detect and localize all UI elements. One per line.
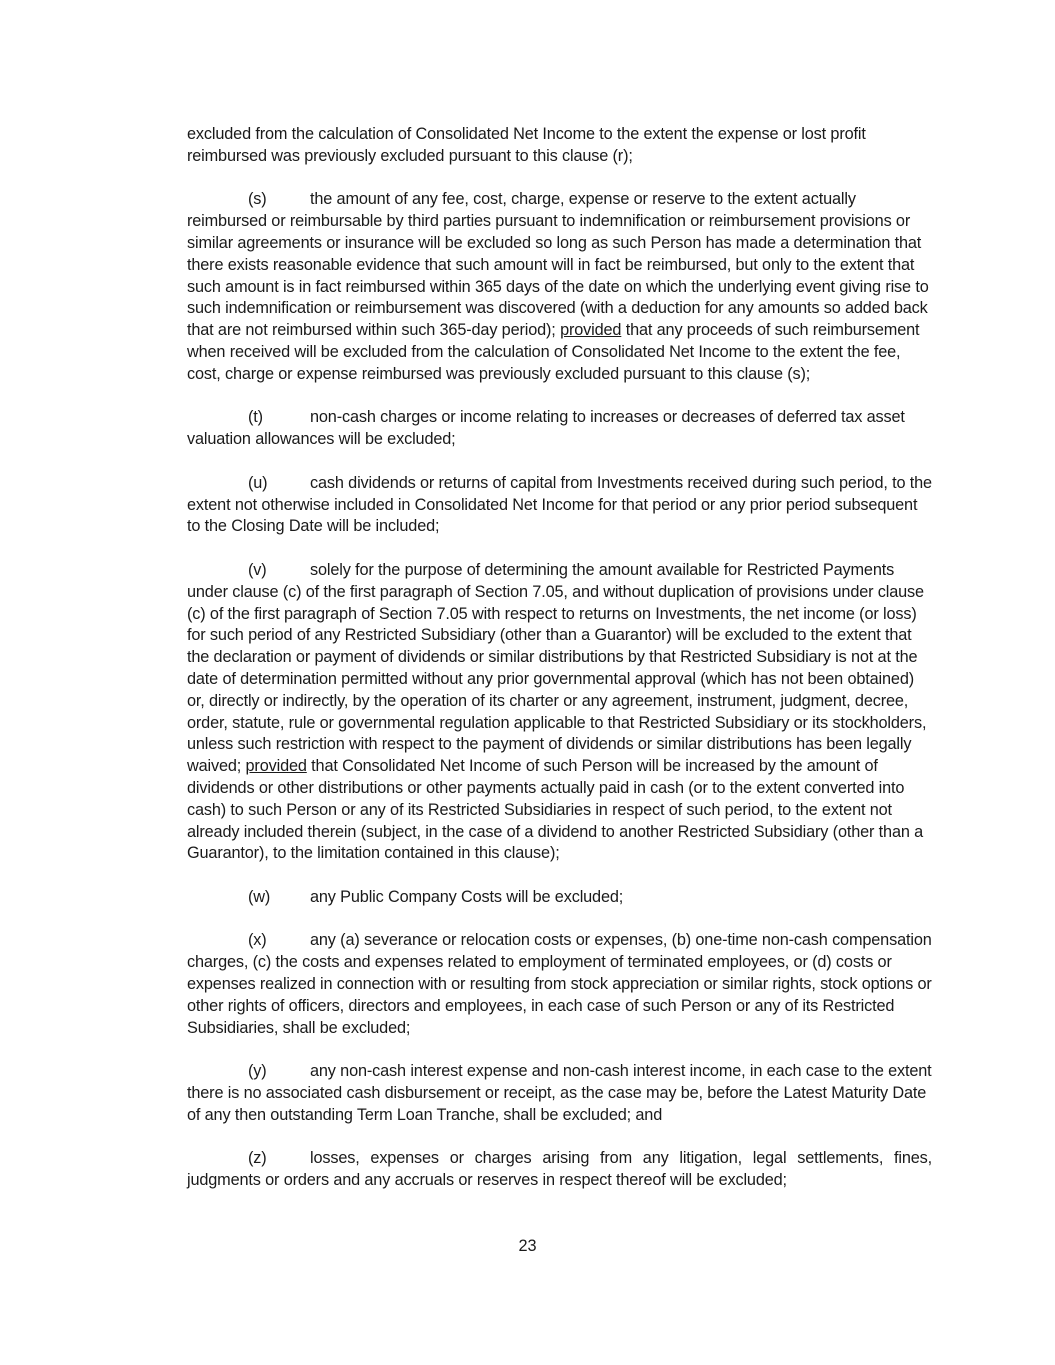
clause-x [187,930,932,1039]
clause-x-text: any (a) severance or relocation costs or expenses, (b) one-time non-cash compensation charges, (c) the costs and expenses related to employment of terminated employees, or (d) costs or expenses realized in connection with or resulting from stock appreciation or similar rights, stock options or other rights of officers, directors and employees, in each case of such Person or any of its Restricted Subsidiaries, shall be excluded; [187,931,932,1037]
clause-y [187,1061,932,1126]
clause-y-label: (y) [248,1062,267,1081]
clause-s-provided: provided [560,321,622,340]
clause-t-text: non-cash charges or income relating to increases or decreases of deferred tax asset valuation allowances will be excluded; [187,408,905,449]
clause-z-text: losses, expenses or charges arising from any litigation, legal settlements, fines, judgments or orders and any accruals or reserves in respect thereof will be excluded; [187,1149,932,1190]
clause-v-provided: provided [245,757,307,776]
clause-z-label: (z) [248,1149,267,1168]
clause-w-label: (w) [248,887,271,906]
clause-z [187,1148,932,1192]
clause-s-label: (s) [248,190,267,209]
clause-t-label: (t) [248,408,263,427]
clause-s-text-a: the amount of any fee, cost, charge, expense or reserve to the extent actually reimbursed or reimbursable by third parties pursuant to indemnification or reimbursement provisions or similar agreements or insurance will be excluded so long as such Person has made a determination that there exists reasonable evidence that such amount will in fact be reimbursed, but only to the extent that such amount is in fact reimbursed within 365 days of the date on which the underlying event giving rise to such indemnification or reimbursement was discovered (with a deduction for any amounts so added back that are not reimbursed within such 365-day period); [187,190,929,340]
clause-s-text-b: that any proceeds of such reimbursement when received will be excluded from the calculation of Consolidated Net Income to the extent the fee, cost, charge or expense reimbursed was previously excluded pursuant to this clause (s); [187,321,920,383]
clause-t [187,407,932,451]
clause-w-text: any Public Company Costs will be excluded; [310,887,624,906]
clause-v-text-b: that Consolidated Net Income of such Person will be increased by the amount of dividends or other distributions or other payments actually paid in cash (or to the extent converted into cash) to such Person or any of its Restricted Subsidiaries in respect of such period, to the extent not already included therein (subject, in the case of a dividend to another Restricted Subsidiary (other than a Guarantor), to the limitation contained in this clause); [187,757,924,863]
clause-u [187,473,932,538]
intro-paragraph: excluded from the calculation of Consolidated Net Income to the extent the expense or lost profit reimbursed was previously excluded pursuant to this clause (r); [187,125,866,165]
page-number: 23 [518,1237,537,1255]
clause-u-label: (u) [248,473,268,492]
document-page [187,124,932,1214]
clause-v-label: (v) [248,560,267,579]
clause-u-text: cash dividends or returns of capital from Investments received during such period, to the extent not otherwise included in Consolidated Net Income for that period or any prior period subsequent to the Closing Date will be included; [187,473,932,536]
clause-w [187,887,932,909]
clause-v-text-a: solely for the purpose of determining the amount available for Restricted Payments under clause (c) of the first paragraph of Section 7.05, and without duplication of provisions under clause (c) of the first paragraph of Section 7.05 with respect to returns on Investments, the net income (or loss) for such period of any Restricted Subsidiary (other than a Guarantor) will be excluded to the extent that the declaration or payment of dividends or similar distributions by that Restricted Subsidiary is not at the date of determination permitted without any prior governmental approval (which has not been obtained) or, directly or indirectly, by the operation of its charter or any agreement, instrument, judgment, decree, order, statute, rule or governmental regulation applicable to that Restricted Subsidiary or its stockholders, unless such restriction with respect to the payment of dividends or similar distributions has been legally waived; [187,560,927,776]
clause-v [187,560,932,865]
clause-y-text: any non-cash interest expense and non-cash interest income, in each case to the extent there is no associated cash disbursement or receipt, as the case may be, before the Latest Maturity Date of any then outstanding Term Loan Tranche, shall be excluded; and [187,1062,932,1124]
clause-x-label: (x) [248,931,267,950]
clause-s [187,189,932,385]
